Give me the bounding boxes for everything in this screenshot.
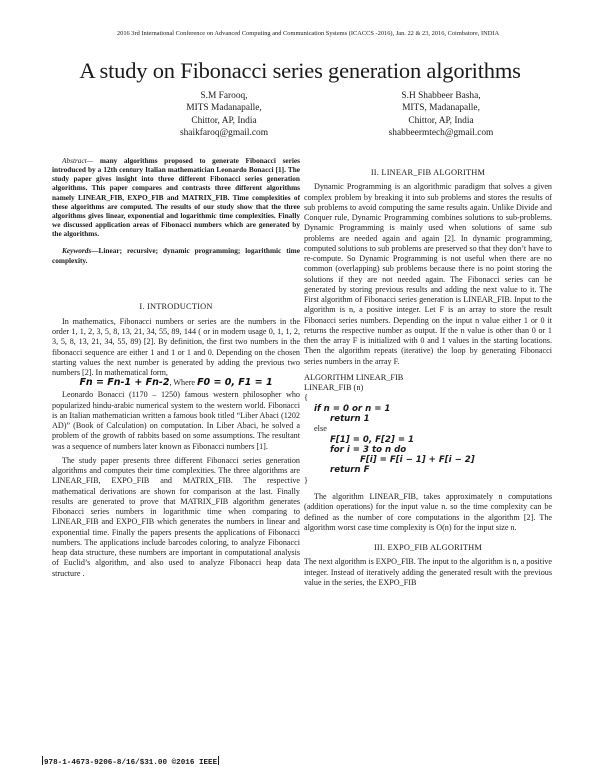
- recurrence-formula: [52, 378, 300, 390]
- author-name: S.H Shabbeer Basha,: [401, 91, 481, 101]
- algorithm-line-return-f: return F: [330, 465, 370, 476]
- intro-paragraph-2: Leonardo Bonacci (1170 – 1250) famous western philosopher who popularized hindu-arabic numerical system to the western world. Fibonacci is an Italian mathematician written a famous book titled “Liber Abaci (1202 AD)” (Book of Calculation) on computation. In Liber Abaci, he solved a problem of the growth of rabbits based on some assumptions. The resultant was a sequence of numbers later known as Fibonacci numbers [1].: [52, 390, 300, 451]
- author-block-1: [124, 90, 324, 140]
- linear-fib-paragraph-1: Dynamic Programming is an algorithmic paradigm that solves a given complex problem by breaking it into sub problems and stores the results of sub problems to avoid computing the same results again. Unlike Divide and Conquer rule, Dynamic Programming combines solutions to sub-problems. Dynamic Programming is mainly used when solutions of same sub problems are needed again and again [2]. In dynamic programming, computed solutions to sub problems are preserved so that they don’t have to re-compute. So Dynamic Programming is not useful when there are no common (overlapping) sub problems because there is no point storing the solutions if they are not needed again. The Fibonacci series can be generated by storing previous results and adding the next value to it. The First algorithm of Fibonacci series generation is LINEAR_FIB. Input to the algorithm is n, a positive integer. Let F is an array to store the result Fibonacci series numbers. Depending on the input n value either 1 or 0 it returns the respective number as output. If the n value is other than 0 or 1 then the array F is initialized with 0 and 1 values in the starting locations. Then the algorithm repeats (iterative) the loop by generating Fibonacci series numbers in the array F.: [304, 182, 552, 366]
- intro-paragraph-1: In mathematics, Fibonacci numbers or series are the numbers in the order 1, 1, 2, 3, 5, 8, 13, 21, 34, 55, 89, 144 ( or in modern usage 0, 1, 1, 2, 3, 5, 8, 13, 21, 34, 55, 89) [2]. By definition, the first two numbers in the fibonacci sequence are either 1 and 1 or 1 and 0. Depending on the chosen starting values the next number is generated by adding the previous two numbers [2]. In mathematical form,: [52, 316, 300, 378]
- abstract-label: Abstract—: [62, 156, 94, 165]
- formula-where: , Where: [169, 378, 198, 388]
- section-heading-linear-fib: II. LINEAR_FIB ALGORITHM: [370, 168, 486, 177]
- copyright-bar: [42, 756, 43, 765]
- abstract-text: many algorithms proposed to generate Fibonacci series introduced by a 12th century Italian mathematician Leonardo Bonacci [1]. The study paper gives insight into three different Fibonacci series generation algorithms. This paper compares and contrasts three different algorithms namely LINEAR_FIB, EXPO_FIB and MATRIX_FIB. Time complexities of these algorithms are computed. The results of our study show that the three algorithms gives linear, exponential and logarithmic time complexities. Finally we discussed application areas of Fibonacci numbers which are generated by the algorithms.: [52, 156, 300, 239]
- left-column: [52, 150, 300, 579]
- copyright-text: 978-1-4673-9206-8/16/$31.00 ©2016 IEEE: [44, 759, 218, 767]
- author-location: Chittor, AP, India: [191, 115, 257, 126]
- algorithm-line-return-1: return 1: [330, 413, 370, 424]
- expo-fib-paragraph-1: The next algorithm is EXPO_FIB. The input to the algorithm is n, a positive integer. Instead of iteratively adding the generated result with the previous value in the series, the EXPO_FIB: [304, 557, 552, 587]
- intro-paragraph-3: The study paper presents three different Fibonacci series generation algorithms and computes their time complexities. The three algorithms are LINEAR_FIB, EXPO_FIB and MATRIX_FIB. The respective mathematical derivations are shown for comparison at the last. Finally results are generated to prove that MATRIX_FIB algorithm generates Fibonacci series numbers in logarithmic time when comparing to LINEAR_FIB and EXPO_FIB which generates the numbers in linear and exponential time. Finally the papers presents the applications of Fibonacci numbers. The applications include barcodes coloring, to analyze Fibonacci heap data structure, these numbers are important in computational analysis of Euclid’s algorithm, and also used to analyze Fibonacci heap data structure .: [52, 455, 300, 578]
- section-heading-introduction: I. INTRODUCTION: [139, 301, 213, 311]
- abstract: [52, 156, 300, 238]
- formula-initial-values: F0 = 0, F1 = 1: [197, 377, 273, 389]
- paper-title: A study on Fibonacci series generation algorithms: [79, 58, 521, 83]
- algorithm-open-brace: {: [304, 393, 308, 403]
- author-block-2: [341, 90, 541, 140]
- running-head: 2016 3rd International Conference on Advanced Computing and Communication Systems (ICACCS -2016), Jan. 22 & 23, 2016, Coimbatore, INDIA: [116, 30, 500, 37]
- keywords-label: Keywords—: [62, 246, 99, 256]
- algorithm-line-init: F[1] = 0, F[2] = 1: [330, 434, 414, 445]
- author-location: Chittor, AP, India: [408, 115, 474, 126]
- algorithm-line-update: F[i] = F[i − 1] + F[i − 2]: [360, 455, 475, 466]
- algorithm-line-for: for i = 3 to n do: [330, 444, 407, 455]
- author-email: shaikfaroq@gmail.com: [179, 128, 269, 139]
- author-name: S.M Farooq,: [200, 91, 248, 101]
- linear-fib-paragraph-2: The algorithm LINEAR_FIB, takes approximately n computations (addition operations) for the input value n. so the time complexity can be defined as the number of core computations in the algorithm [2]. The algorithm worst case time complexity is O(n) for the input size n.: [304, 492, 552, 532]
- algorithm-title: ALGORITHM LINEAR_FIB: [304, 372, 404, 382]
- algorithm-line-if: if n = 0 or n = 1: [314, 403, 391, 414]
- author-institution: MITS Madanapalle,: [186, 103, 262, 114]
- algorithm-line-else: else: [314, 424, 327, 434]
- algorithm-signature: LINEAR_FIB (n): [304, 383, 364, 393]
- keywords: [52, 246, 300, 264]
- section-heading-expo-fib: III. EXPO_FIB ALGORITHM: [373, 543, 483, 553]
- formula-recurrence: Fn = Fn-1 + Fn-2: [79, 377, 170, 389]
- right-column: [304, 168, 552, 588]
- keywords-text: Linear; recursive; dynamic programming; logarithmic time complexity.: [52, 246, 300, 265]
- author-institution: MITS, Madanapalle,: [402, 103, 480, 114]
- copyright-notice: [42, 756, 242, 767]
- author-email: shabbeermtech@gmail.com: [388, 128, 494, 139]
- algorithm-linear-fib: [304, 373, 552, 486]
- copyright-bar: [218, 756, 219, 765]
- algorithm-close-brace: }: [304, 475, 308, 485]
